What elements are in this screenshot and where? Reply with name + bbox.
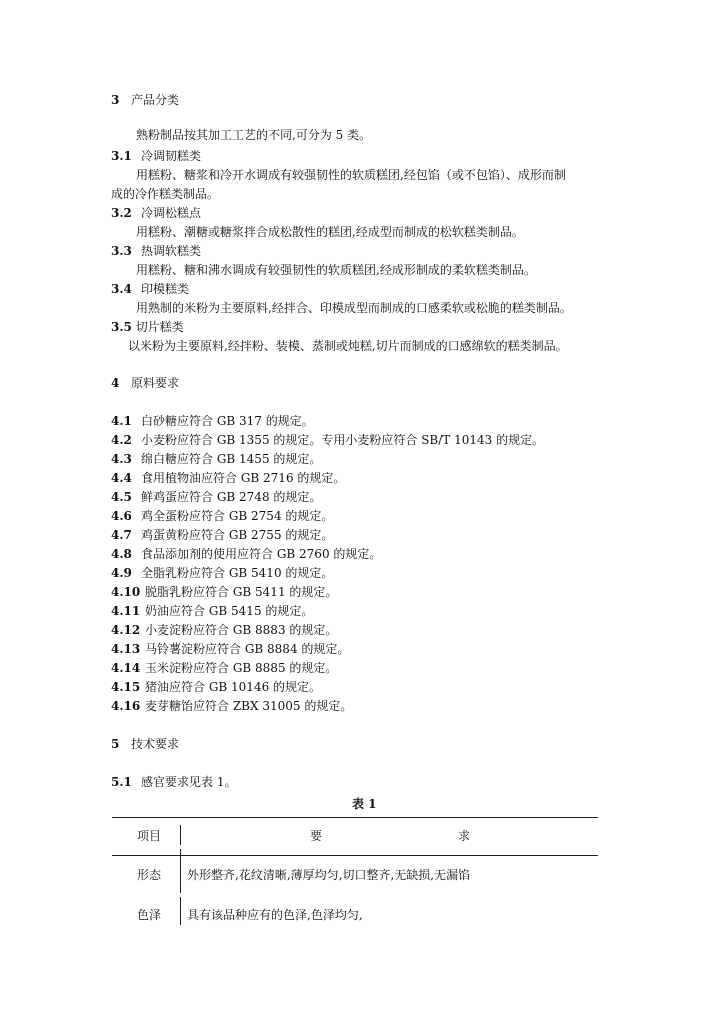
requirement-4-6: [111, 508, 333, 524]
clause-number: 4.5: [111, 490, 132, 504]
clause-number: 4.7: [111, 528, 132, 542]
clause-number: 3.4: [111, 282, 132, 296]
clause-title: 印模糕类: [141, 282, 190, 296]
clause-text: 绵白糖应符合 GB 1455 的规定。: [141, 452, 322, 466]
clause-text: 脱脂乳粉应符合 GB 5411 的规定。: [145, 585, 338, 599]
section-title: 原料要求: [131, 376, 180, 390]
requirement-4-15: [111, 679, 321, 695]
clause-3-2-heading: [111, 205, 201, 221]
section-title: 产品分类: [131, 93, 180, 107]
clause-title: 冷调松糕点: [141, 206, 202, 220]
clause-text: 小麦淀粉应符合 GB 8883 的规定。: [145, 623, 338, 637]
section-title: 技术要求: [131, 737, 180, 751]
clause-text: 全脂乳粉应符合 GB 5410 的规定。: [141, 566, 334, 580]
column-separator: [180, 825, 181, 845]
clause-text: 小麦粉应符合 GB 1355 的规定。专用小麦粉应符合 SB/T 10143 的规定。: [141, 433, 545, 447]
requirement-4-5: [111, 489, 321, 505]
clause-number: 3.3: [111, 244, 132, 258]
clause-text: 猪油应符合 GB 10146 的规定。: [145, 680, 322, 694]
clause-3-1-desc-cont: 成的冷作糕类制品。: [111, 187, 220, 201]
clause-number: 5.1: [111, 775, 132, 789]
column-separator: [180, 897, 181, 925]
section-number: 4: [111, 376, 120, 390]
clause-number: 4.1: [111, 414, 132, 428]
clause-text: 鲜鸡蛋应符合 GB 2748 的规定。: [141, 490, 322, 504]
clause-number: 4.3: [111, 452, 132, 466]
clause-number: 4.15: [111, 680, 141, 694]
requirement-4-11: [111, 603, 313, 619]
clause-text: 感官要求见表 1。: [141, 775, 237, 789]
clause-text: 玉米淀粉应符合 GB 8885 的规定。: [145, 661, 338, 675]
row-req-shape: 外形整齐,花纹清晰,薄厚均匀,切口整齐,无缺损,无漏馅: [187, 868, 471, 882]
clause-number: 4.9: [111, 566, 132, 580]
clause-text: 马铃薯淀粉应符合 GB 8884 的规定。: [145, 642, 350, 656]
header-requirement-char-2: 求: [458, 829, 471, 843]
clause-3-2-desc: 用糕粉、潮糖或糖浆拌合成松散性的糕团,经成型而制成的松软糕类制品。: [136, 225, 524, 239]
clause-text: 鸡全蛋粉应符合 GB 2754 的规定。: [141, 509, 334, 523]
clause-number: 4.13: [111, 642, 141, 656]
column-separator: [180, 849, 181, 893]
table-caption: 表 1: [352, 797, 377, 811]
section-3-intro: 熟粉制品按其加工工艺的不同,可分为 5 类。: [136, 128, 372, 142]
clause-number: 4.16: [111, 699, 141, 713]
section-number: 5: [111, 737, 120, 751]
header-item: 项目: [137, 829, 162, 843]
section-4-heading: [111, 375, 179, 391]
requirement-4-12: [111, 622, 337, 638]
clause-title: 切片糕类: [135, 320, 184, 334]
requirement-4-1: [111, 413, 314, 429]
clause-3-4-desc: 用熟制的米粉为主要原料,经拌合、印模成型而制成的口感柔软或松脆的糕类制品。: [136, 301, 572, 315]
row-item-color: 色泽: [137, 908, 162, 922]
clause-number: 4.4: [111, 471, 132, 485]
clause-3-5-heading: [111, 319, 184, 335]
clause-number: 4.8: [111, 547, 132, 561]
clause-text: 食用植物油应符合 GB 2716 的规定。: [141, 471, 346, 485]
requirement-4-9: [111, 565, 333, 581]
clause-3-3-heading: [111, 243, 201, 259]
clause-number: 4.10: [111, 585, 141, 599]
section-number: 3: [111, 93, 120, 107]
requirement-4-10: [111, 584, 337, 600]
clause-3-3-desc: 用糕粉、糖和沸水调成有较强韧性的软质糕团,经成形制成的柔软糕类制品。: [136, 263, 536, 277]
requirement-4-13: [111, 641, 349, 657]
requirement-4-14: [111, 660, 337, 676]
requirement-4-2: [111, 432, 544, 448]
row-req-color: 具有该品种应有的色泽,色泽均匀,: [187, 908, 363, 922]
table-top-rule: [112, 817, 598, 818]
section-3-heading: [111, 92, 179, 108]
clause-number: 4.2: [111, 433, 132, 447]
row-item-shape: 形态: [137, 868, 162, 882]
section-5-heading: [111, 736, 179, 752]
clause-title: 冷调韧糕类: [141, 149, 202, 163]
clause-3-5-desc: 以米粉为主要原料,经拌粉、装模、蒸制或炖糕,切片而制成的口感绵软的糕类制品。: [128, 339, 568, 353]
clause-title: 热调软糕类: [141, 244, 202, 258]
clause-number: 3.1: [111, 149, 132, 163]
requirement-5-1: [111, 774, 236, 790]
clause-text: 食品添加剂的使用应符合 GB 2760 的规定。: [141, 547, 382, 561]
requirement-4-4: [111, 470, 345, 486]
clause-3-4-heading: [111, 281, 189, 297]
clause-number: 3.5: [111, 320, 132, 334]
table-header-rule: [112, 855, 598, 856]
requirement-4-8: [111, 546, 381, 562]
clause-number: 4.14: [111, 661, 141, 675]
clause-text: 麦芽糖饴应符合 ZBX 31005 的规定。: [145, 699, 353, 713]
clause-3-1-heading: [111, 148, 201, 164]
clause-number: 3.2: [111, 206, 132, 220]
clause-number: 4.6: [111, 509, 132, 523]
requirement-4-3: [111, 451, 321, 467]
clause-number: 4.12: [111, 623, 141, 637]
requirement-4-16: [111, 698, 352, 714]
clause-3-1-desc: 用糕粉、糖浆和冷开水调成有较强韧性的软质糕团,经包馅（或不包馅）、成形而制: [136, 168, 566, 182]
clause-text: 鸡蛋黄粉应符合 GB 2755 的规定。: [141, 528, 334, 542]
clause-text: 奶油应符合 GB 5415 的规定。: [145, 604, 314, 618]
requirement-4-7: [111, 527, 333, 543]
clause-number: 4.11: [111, 604, 141, 618]
clause-text: 白砂糖应符合 GB 317 的规定。: [141, 414, 314, 428]
header-requirement-char-1: 要: [310, 829, 323, 843]
